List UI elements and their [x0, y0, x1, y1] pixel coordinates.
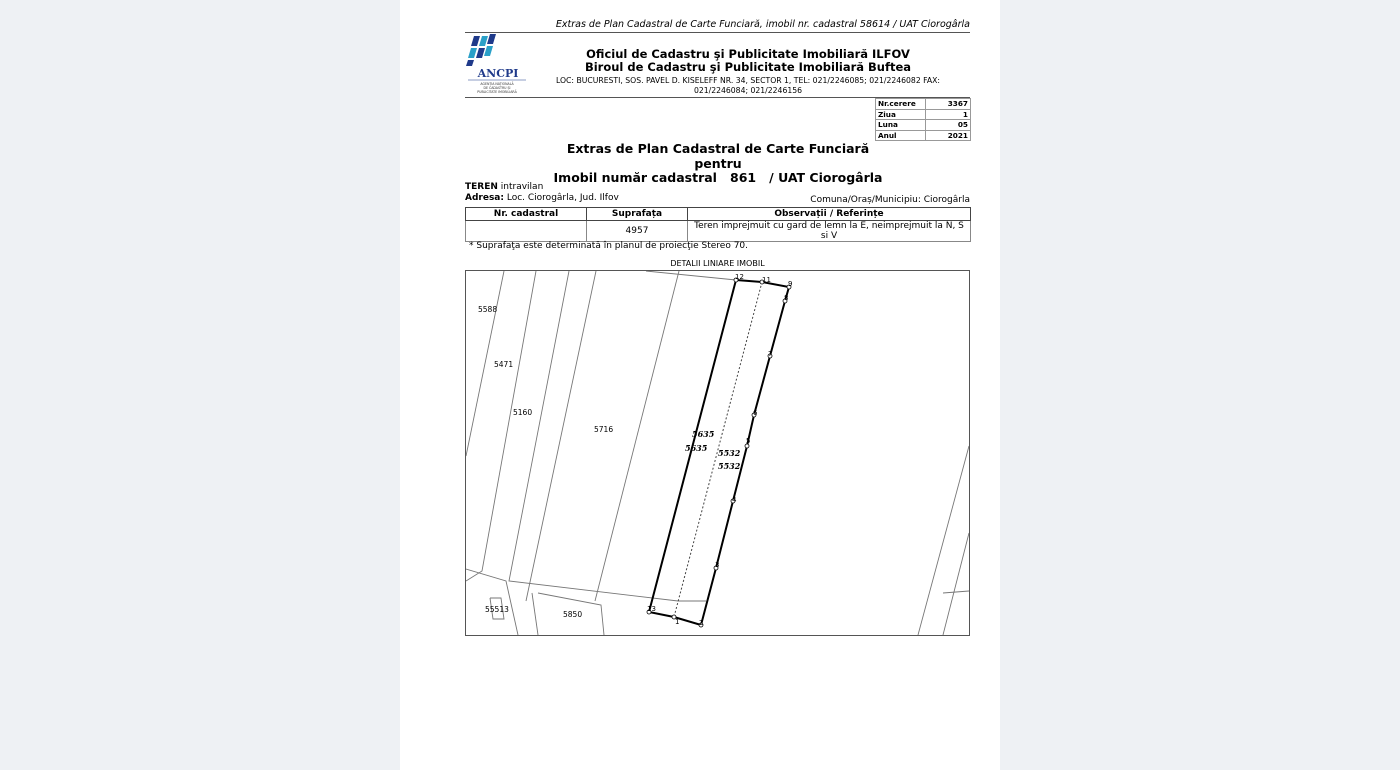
- point-label: 1: [675, 618, 680, 626]
- ancpi-logo: [466, 34, 528, 94]
- comuna-line: Comuna/Oraș/Municipiu: Ciorogârla: [810, 195, 970, 205]
- parcel-label: 5160: [513, 408, 533, 417]
- request-row: Nr.cerere 3367: [876, 99, 971, 110]
- svg-text:PUBLICITATE IMOBILIARĂ: PUBLICITATE IMOBILIARĂ: [477, 90, 517, 94]
- neighbor-label: 5635: [685, 443, 708, 453]
- point-label: 12: [735, 273, 744, 281]
- table-row: 4957 Teren imprejmuit cu gard de lemn la E, neimprejmuit la N, S si V: [466, 221, 971, 242]
- parcel-label: 5850: [563, 610, 583, 619]
- map-caption: DETALII LINIARE IMOBIL: [670, 259, 765, 268]
- parcel-label: 5588: [478, 305, 498, 314]
- point-label: 11: [762, 276, 771, 284]
- document-title: Extras de Plan Cadastral de Carte Funciară pentru Imobil număr cadastral 861 / UAT Ciorogârla: [553, 141, 883, 185]
- parcel-label: 5716: [594, 425, 614, 434]
- property-table: [465, 207, 971, 242]
- document-page: [400, 0, 1000, 770]
- svg-text:AGENȚIA NAȚIONALĂ: AGENȚIA NAȚIONALĂ: [480, 82, 514, 86]
- point-label: 6: [753, 409, 758, 417]
- point-label: 9: [788, 280, 793, 288]
- col-header: Nr. cadastral: [466, 208, 587, 221]
- point-label: 3: [715, 561, 720, 569]
- request-row: Luna 05: [876, 120, 971, 131]
- svg-text:DE CADASTRU ȘI: DE CADASTRU ȘI: [483, 86, 511, 90]
- running-header: Extras de Plan Cadastral de Carte Funciară, imobil nr. cadastral 58614 / UAT Ciorogârla: [555, 19, 970, 30]
- neighbor-label: 5532: [718, 448, 741, 458]
- point-label: 8: [784, 294, 789, 302]
- col-header: Suprafața: [587, 208, 688, 221]
- request-table: [875, 98, 971, 141]
- point-label: 4: [732, 496, 737, 504]
- request-row: Anul 2021: [876, 130, 971, 141]
- address-line: Adresa: Loc. Ciorogârla, Jud. Ilfov: [465, 193, 619, 203]
- surface-note: * Suprafaţa este determinată în planul de proiecţie Stereo 70.: [469, 241, 749, 251]
- point-label: 5: [746, 437, 751, 445]
- point-label: 7: [768, 350, 773, 358]
- parcel-label: 55513: [485, 605, 509, 614]
- office-block: [540, 48, 956, 96]
- point-label: 13: [647, 605, 656, 613]
- office-address: LOC: BUCURESTI, SOS. PAVEL D. KISELEFF NR. 34, SECTOR 1, TEL: 021/2246085; 021/2246082 FAX: 021/2246084; 021/2246156: [556, 76, 940, 95]
- col-header: Observații / Referințe: [688, 208, 971, 221]
- neighbor-label: 5635: [692, 429, 715, 439]
- office-name: Oficiul de Cadastru şi Publicitate Imobiliară ILFOV: [586, 47, 910, 61]
- request-row: Ziua 1: [876, 109, 971, 120]
- point-label: 2: [699, 619, 704, 627]
- header-divider: [465, 32, 970, 33]
- neighbor-label: 5532: [718, 461, 741, 471]
- cadastral-map: [465, 270, 970, 636]
- bureau-name: Biroul de Cadastru şi Publicitate Imobiliară Buftea: [584, 60, 912, 74]
- logo-text: ANCPI: [477, 67, 519, 80]
- parcel-label: 5471: [494, 360, 514, 369]
- teren-line: TEREN intravilan: [465, 182, 544, 192]
